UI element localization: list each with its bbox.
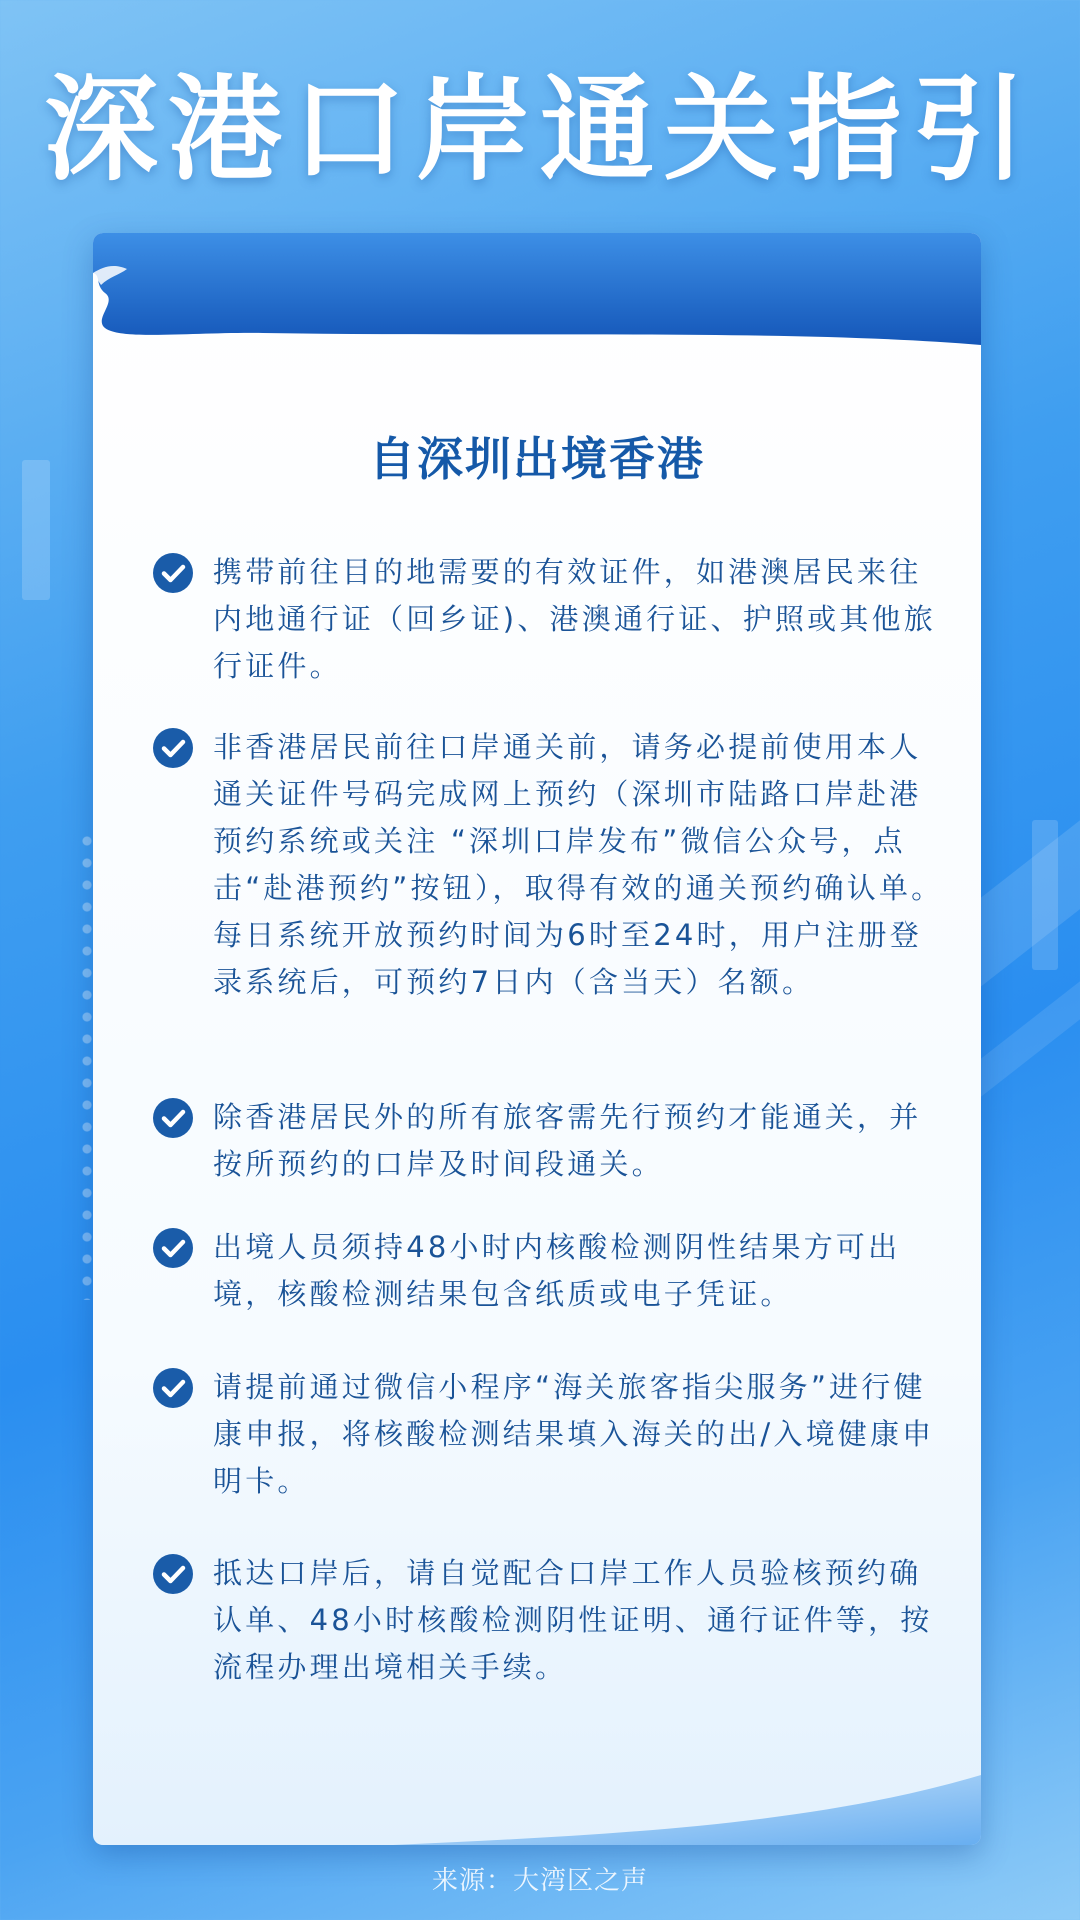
card-page-curl	[93, 1755, 981, 1845]
list-item-text: 非香港居民前往口岸通关前，请务必提前使用本人通关证件号码完成网上预约（深圳市陆路口岸赴港预约系统或关注 “深圳口岸发布”微信公众号，点击“赴港预约”按钮），取得有效的通关预约确认单。每日系统开放预约时间为6时至24时，用户注册登录系统后，可预约7日内（含当天）名额。	[213, 730, 944, 999]
background-decoration	[1032, 820, 1058, 970]
list-item-text: 抵达口岸后，请自觉配合口岸工作人员验核预约确认单、48小时核酸检测阴性证明、通行证件等，按流程办理出境相关手续。	[213, 1556, 933, 1684]
background-decoration	[80, 830, 94, 1300]
list-item-text: 携带前往目的地需要的有效证件，如港澳居民来往内地通行证（回乡证)、港澳通行证、护照或其他旅行证件。	[213, 555, 936, 683]
check-circle-icon	[153, 728, 193, 768]
check-circle-icon	[153, 1098, 193, 1138]
page-title: 深港口岸通关指引	[43, 63, 1036, 196]
source-credit: 来源：大湾区之声	[431, 1866, 648, 1896]
background-decoration	[22, 460, 50, 600]
list-item-text: 除香港居民外的所有旅客需先行预约才能通关，并按所预约的口岸及时间段通关。	[213, 1100, 922, 1181]
check-circle-icon	[153, 1228, 193, 1268]
guide-card	[93, 233, 981, 1845]
card-wave-header	[93, 233, 981, 353]
check-circle-icon	[153, 553, 193, 593]
list-item-text: 出境人员须持48小时内核酸检测阴性结果方可出境，核酸检测结果包含纸质或电子凭证。	[213, 1230, 901, 1311]
list-item-text: 请提前通过微信小程序“海关旅客指尖服务”进行健康申报，将核酸检测结果填入海关的出/入境健康申明卡。	[213, 1370, 935, 1498]
card-heading: 自深圳出境香港	[369, 432, 705, 486]
check-circle-icon	[153, 1554, 193, 1594]
check-circle-icon	[153, 1368, 193, 1408]
